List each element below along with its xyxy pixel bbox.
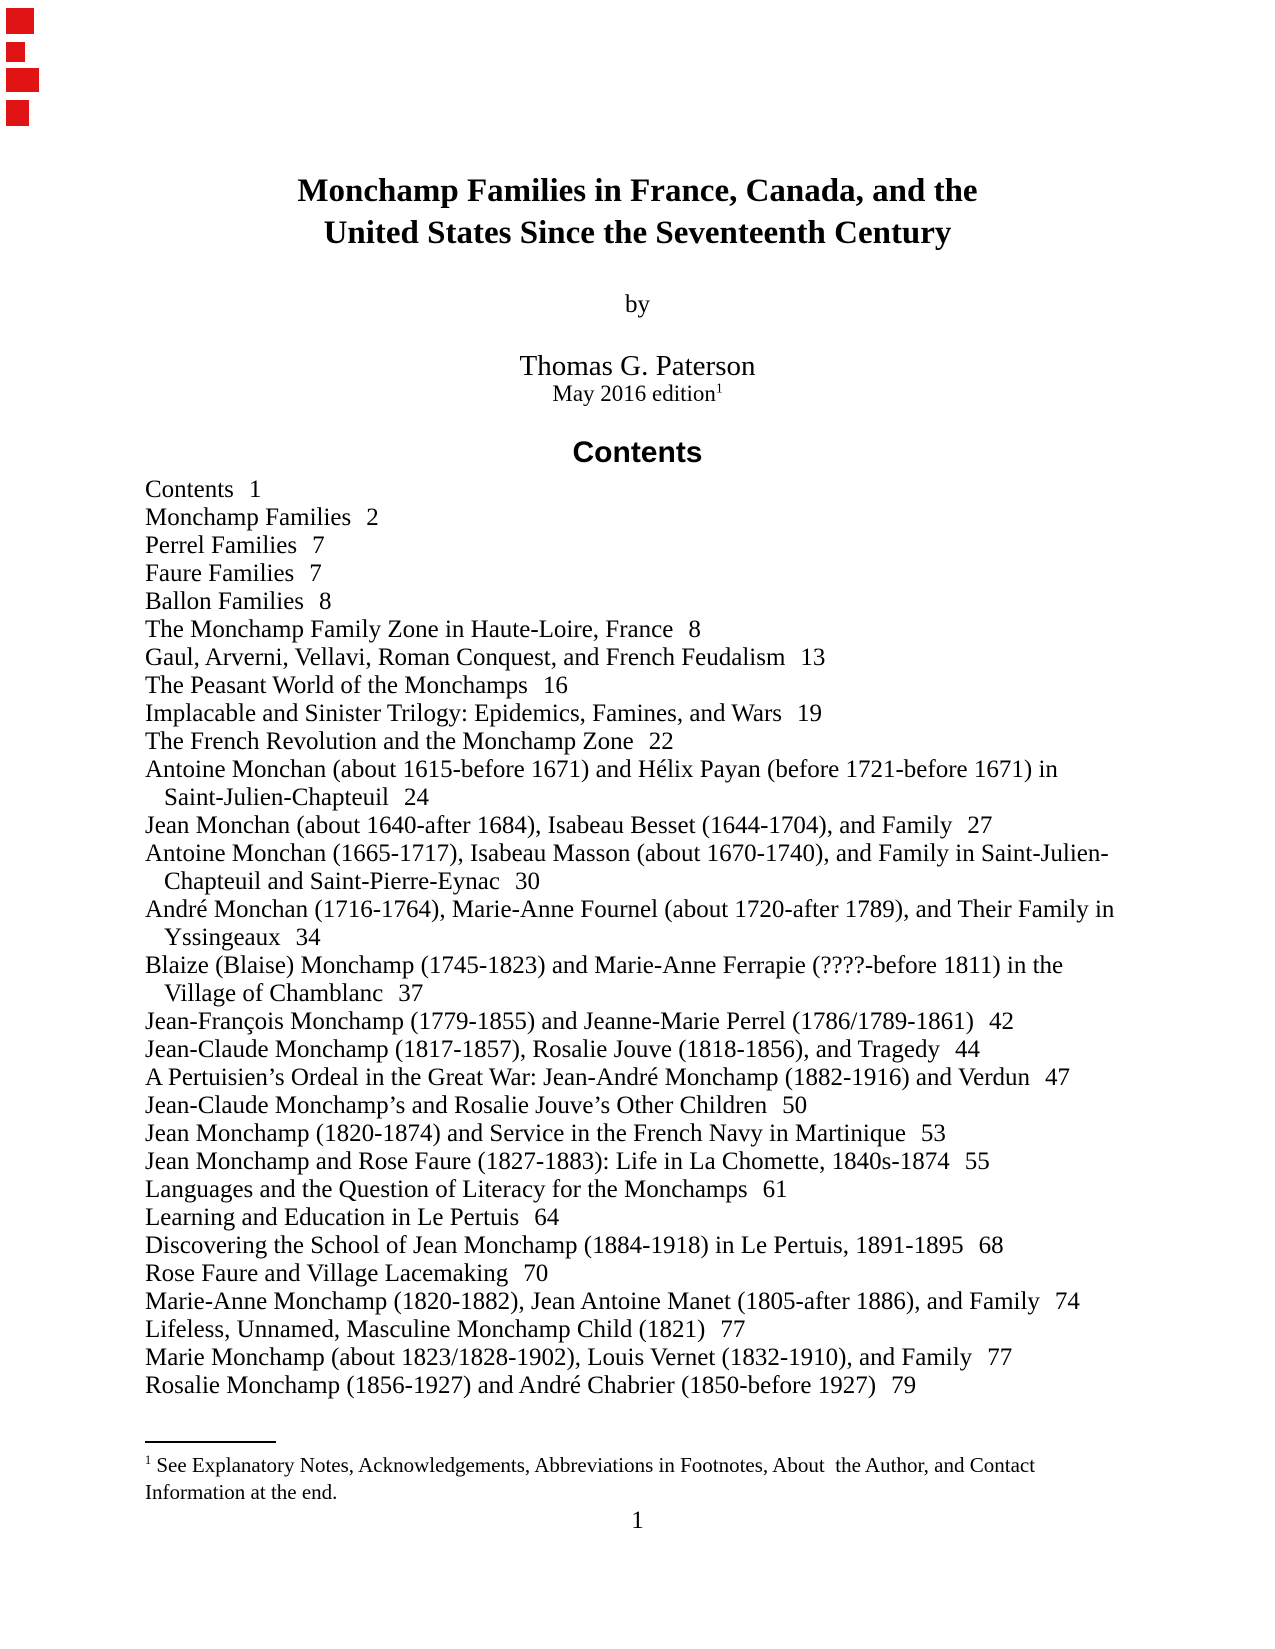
toc-entry-page: 8 [688,616,701,643]
toc-entry [145,952,1145,1008]
page-title [0,170,1275,254]
toc-entry-title: Jean Monchan (about 1640-after 1684), Isabeau Besset (1644-1704), and Family [145,812,953,839]
toc-entry-title: Marie Monchamp (about 1823/1828-1902), Louis Vernet (1832-1910), and Family [145,1344,973,1371]
toc-entry [145,1260,1145,1288]
toc-entry-title-continuation: Saint-Julien-Chapteuil [164,784,389,811]
toc-entry-page: 34 [295,924,321,951]
toc-entry [145,1036,1145,1064]
edition-footnote-ref: 1 [715,380,723,396]
toc-entry-page: 74 [1054,1288,1080,1315]
toc-entry-title-continuation: Yssingeaux [164,924,281,951]
toc-entry [145,532,1145,560]
toc-entry-page: 1 [248,476,262,503]
page-title-line2: United States Since the Seventeenth Century [323,215,952,251]
toc-entry-title: Antoine Monchan (1665-1717), Isabeau Masson (about 1670-1740), and Family in Saint-Julien- [145,840,1109,867]
toc-entry [145,1316,1145,1344]
toc-entry [145,588,1145,616]
toc-entry [145,756,1145,812]
toc-entry-title: Jean Monchamp and Rose Faure (1827-1883): Life in La Chomette, 1840s-1874 [145,1148,950,1175]
toc-entry [145,616,1145,644]
edition-line [0,381,1275,407]
toc-entry-title-continuation: Village of Chamblanc [164,980,384,1007]
toc-entry-page: 47 [1045,1064,1071,1091]
toc-entry-title-continuation: Chapteuil and Saint-Pierre-Eynac [164,868,500,895]
toc-entry [145,840,1145,896]
footnote-text1: See Explanatory Notes, Acknowledgements, Abbreviations in Footnotes, About the Author, and Contact [151,1453,1036,1477]
toc-entry-page: 2 [366,504,379,531]
toc-entry [145,1008,1145,1036]
toc-entry-page: 8 [319,588,332,615]
toc-entry-page: 13 [800,644,826,671]
toc-entry-page: 55 [964,1148,990,1175]
toc-entry-page: 7 [309,560,322,587]
toc-entry [145,728,1145,756]
toc-entry-page: 22 [648,728,674,755]
corner-mark [6,42,25,62]
toc-entry-title: The Monchamp Family Zone in Haute-Loire, France [145,616,674,643]
corner-mark [6,100,29,126]
page-number: 1 [631,1507,644,1534]
toc-entry-page: 53 [920,1120,946,1147]
toc-entry-title: Jean-Claude Monchamp (1817-1857), Rosalie Jouve (1818-1856), and Tragedy [145,1036,940,1063]
toc-entry-title: Jean-François Monchamp (1779-1855) and Jeanne-Marie Perrel (1786/1789-1861) [145,1008,974,1035]
toc-entry [145,1176,1145,1204]
toc-entry-page: 19 [797,700,823,727]
toc-entry-page: 27 [967,812,993,839]
toc-entry [145,1372,1145,1400]
toc-entry [145,896,1145,952]
toc-list [145,476,1145,1400]
toc-entry-page: 77 [987,1344,1013,1371]
toc-entry-title: Gaul, Arverni, Vellavi, Roman Conquest, and French Feudalism [145,644,786,671]
toc-entry-page: 50 [782,1092,808,1119]
toc-entry-page: 44 [955,1036,980,1063]
toc-entry-page: 24 [403,784,429,811]
toc-entry [145,504,1145,532]
toc-entry-title: Contents [145,476,234,503]
byline: by [625,291,650,318]
toc-entry-page: 70 [523,1260,549,1287]
toc-entry-title: Ballon Families [145,588,305,615]
toc-entry [145,812,1145,840]
page-title-line1: Monchamp Families in France, Canada, and the [297,173,978,209]
toc-entry [145,672,1145,700]
toc-entry-title: Discovering the School of Jean Monchamp (1884-1918) in Le Pertuis, 1891-1895 [145,1232,964,1259]
toc-entry-title: Jean Monchamp (1820-1874) and Service in the French Navy in Martinique [145,1120,906,1147]
toc-entry-title: The French Revolution and the Monchamp Zone [145,728,634,755]
toc-entry-title: Antoine Monchan (about 1615-before 1671) and Hélix Payan (before 1721-before 1671) in [145,756,1058,783]
toc-entry [145,476,1145,504]
edition-text: May 2016 edition [552,381,716,406]
toc-entry-page: 7 [312,532,325,559]
toc-entry-title: Rosalie Monchamp (1856-1927) and André Chabrier (1850-before 1927) [145,1372,877,1399]
corner-mark [6,68,39,92]
toc-entry-page: 42 [988,1008,1014,1035]
corner-mark [6,8,34,34]
toc-entry-title: Implacable and Sinister Trilogy: Epidemics, Famines, and Wars [145,700,783,727]
toc-entry-title: Rose Faure and Village Lacemaking [145,1260,509,1287]
toc-entry-page: 64 [534,1204,560,1231]
toc-entry [145,1148,1145,1176]
toc-entry-page: 37 [398,980,424,1007]
toc-entry [145,1064,1145,1092]
toc-entry-title: Faure Families [145,560,295,587]
toc-entry [145,644,1145,672]
toc-entry-title: A Pertuisien’s Ordeal in the Great War: Jean-André Monchamp (1882-1916) and Verdun [145,1064,1031,1091]
toc-entry-page: 68 [978,1232,1004,1259]
footnote-separator [145,1441,276,1443]
toc-entry-title: Blaize (Blaise) Monchamp (1745-1823) and Marie-Anne Ferrapie (????-before 1811) in the [145,952,1064,979]
footnote-ref: 1 [145,1453,152,1467]
toc-entry-page: 30 [515,868,540,895]
author-name: Thomas G. Paterson [519,350,756,382]
toc-entry-page: 77 [720,1316,746,1343]
contents-heading: Contents [572,436,703,469]
toc-entry-title: The Peasant World of the Monchamps [145,672,528,699]
toc-entry [145,1120,1145,1148]
toc-entry [145,1288,1145,1316]
toc-entry-page: 79 [891,1372,917,1399]
footnote-line2: Information at the end. [145,1480,338,1504]
toc-entry-title: André Monchan (1716-1764), Marie-Anne Fournel (about 1720-after 1789), and Their Family in [145,896,1115,923]
toc-entry [145,1344,1145,1372]
toc-entry [145,1232,1145,1260]
toc-entry-title: Languages and the Question of Literacy for the Monchamps [145,1176,748,1203]
toc-entry [145,1092,1145,1120]
toc-entry [145,1204,1145,1232]
footnote-line1 [145,1452,1155,1479]
toc-entry [145,560,1145,588]
toc-entry-title: Jean-Claude Monchamp’s and Rosalie Jouve’s Other Children [145,1092,768,1119]
toc-entry [145,700,1145,728]
toc-entry-title: Marie-Anne Monchamp (1820-1882), Jean Antoine Manet (1805-after 1886), and Family [145,1288,1040,1315]
toc-entry-page: 16 [542,672,568,699]
toc-entry-page: 61 [762,1176,788,1203]
footnote [145,1452,1155,1506]
toc-entry-title: Monchamp Families [145,504,352,531]
toc-entry-title: Perrel Families [145,532,298,559]
toc-entry-title: Lifeless, Unnamed, Masculine Monchamp Child (1821) [145,1316,706,1343]
toc-entry-title: Learning and Education in Le Pertuis [145,1204,520,1231]
